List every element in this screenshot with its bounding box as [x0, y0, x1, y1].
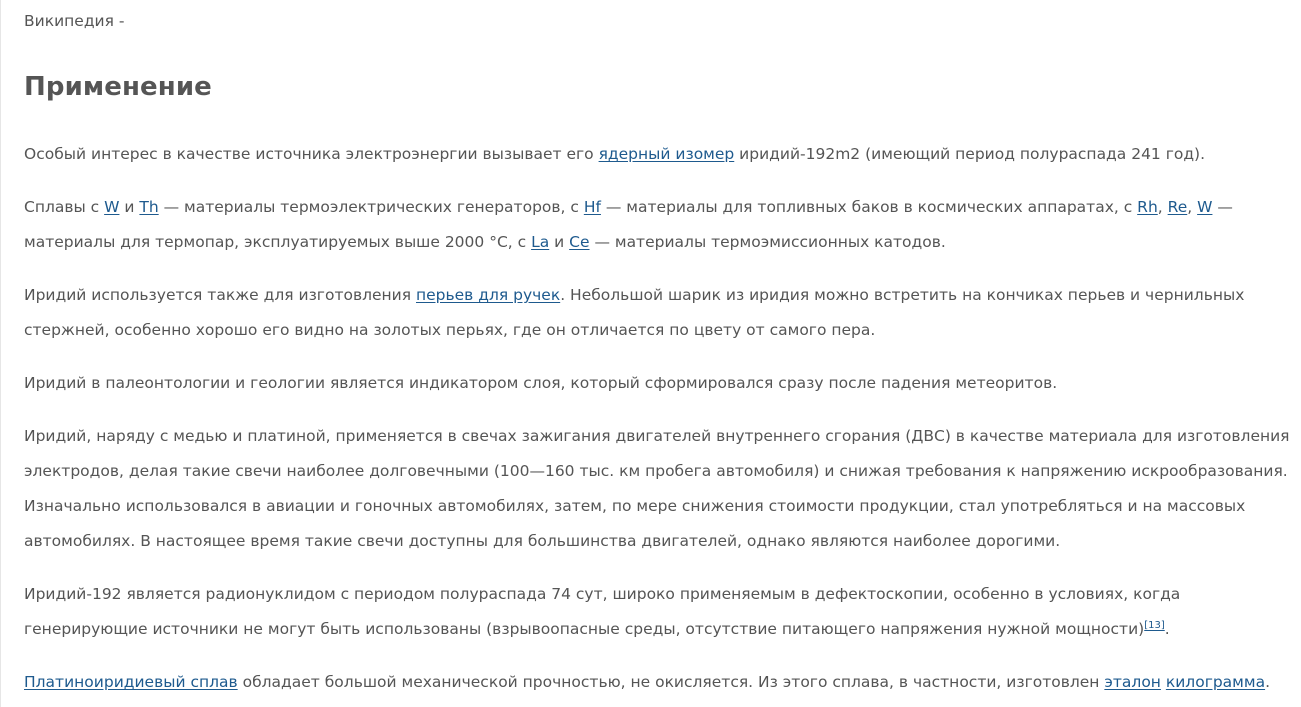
link-nuclear-isomer[interactable]: ядерный изомер	[598, 145, 735, 163]
paragraph-alloys	[24, 190, 1296, 260]
text: — материалы для термопар, эксплуатируемых выше 2000 °C, с	[24, 198, 1233, 251]
text: — материалы термоэмиссионных катодов.	[589, 233, 946, 251]
text: Особый интерес в качестве источника электроэнергии вызывает его	[24, 145, 599, 163]
text: ,	[1187, 198, 1198, 216]
section-title: Применение	[24, 72, 212, 102]
paragraph-iridium-192	[24, 577, 1296, 647]
paragraph-nuclear-isomer	[24, 137, 1296, 172]
text: .	[1164, 620, 1170, 638]
text: ,	[1157, 198, 1168, 216]
link-standard[interactable]: эталон	[1104, 673, 1161, 691]
paragraph-paleontology	[24, 366, 1296, 401]
text: обладает большой механической прочностью, не окисляется. Из этого сплава, в частности, изготовлен	[237, 673, 1105, 691]
text: Иридий в палеонтологии и геологии является индикатором слоя, который сформировался сразу после падения метеоритов.	[24, 374, 1058, 392]
link-pen-nibs[interactable]: перьев для ручек	[416, 286, 561, 304]
text: и	[119, 198, 140, 216]
link-platinum-iridium-alloy[interactable]: Платиноиридиевый сплав	[24, 673, 238, 691]
text: .	[1265, 673, 1271, 691]
reference-link-13[interactable]: [13]	[1144, 619, 1165, 631]
text: Иридий, наряду с медью и платиной, применяется в свечах зажигания двигателей внутреннего сгорания (ДВС) в качестве материала для изготовления электродов, делая такие свечи наиболее долговечными (100—160 тыс. км пробега автомобиля) и снижая требования к напряжению искрообразования. Изначально использовался в авиации и гоночных автомобилях, затем, по мере снижения стоимости продукции, стал употребляться и на массовых автомобилях. В настоящее время такие свечи доступны для большинства двигателей, однако являются наиболее дорогими.	[24, 427, 1290, 550]
link-hafnium[interactable]: Hf	[583, 198, 601, 216]
text: — материалы для топливных баков в космических аппаратах, с	[600, 198, 1138, 216]
reference-superscript	[1144, 620, 1165, 631]
text: и	[549, 233, 570, 251]
link-thorium[interactable]: Th	[139, 198, 159, 216]
link-kilogram[interactable]: килограмма	[1165, 673, 1266, 691]
link-lanthanum[interactable]: La	[531, 233, 550, 251]
text: . Небольшой шарик из иридия можно встретить на кончиках перьев и чернильных стержней, особенно хорошо его видно на золотых перьях, где он отличается по цвету от самого пера.	[24, 286, 1245, 339]
paragraph-platinum-iridium	[24, 665, 1296, 700]
link-rhodium[interactable]: Rh	[1137, 198, 1158, 216]
text: — материалы термоэлектрических генераторов, с	[158, 198, 584, 216]
paragraph-pen-nibs	[24, 278, 1296, 348]
breadcrumb: Википедия -	[24, 12, 125, 30]
link-tungsten[interactable]: W	[104, 198, 120, 216]
text: Иридий-192 является радионуклидом с периодом полураспада 74 сут, широко применяемым в дефектоскопии, особенно в условиях, когда генерирующие источники не могут быть использованы (взрывоопасные среды, отсутствие питающего напряжения нужной мощности)	[24, 585, 1181, 638]
text: Иридий используется также для изготовления	[24, 286, 416, 304]
link-tungsten-2[interactable]: W	[1197, 198, 1213, 216]
paragraph-spark-plugs	[24, 419, 1296, 559]
text: иридий-192m2 (имеющий период полураспада 241 год).	[734, 145, 1206, 163]
link-rhenium[interactable]: Re	[1167, 198, 1188, 216]
text: Сплавы с	[24, 198, 105, 216]
link-cerium[interactable]: Ce	[569, 233, 590, 251]
